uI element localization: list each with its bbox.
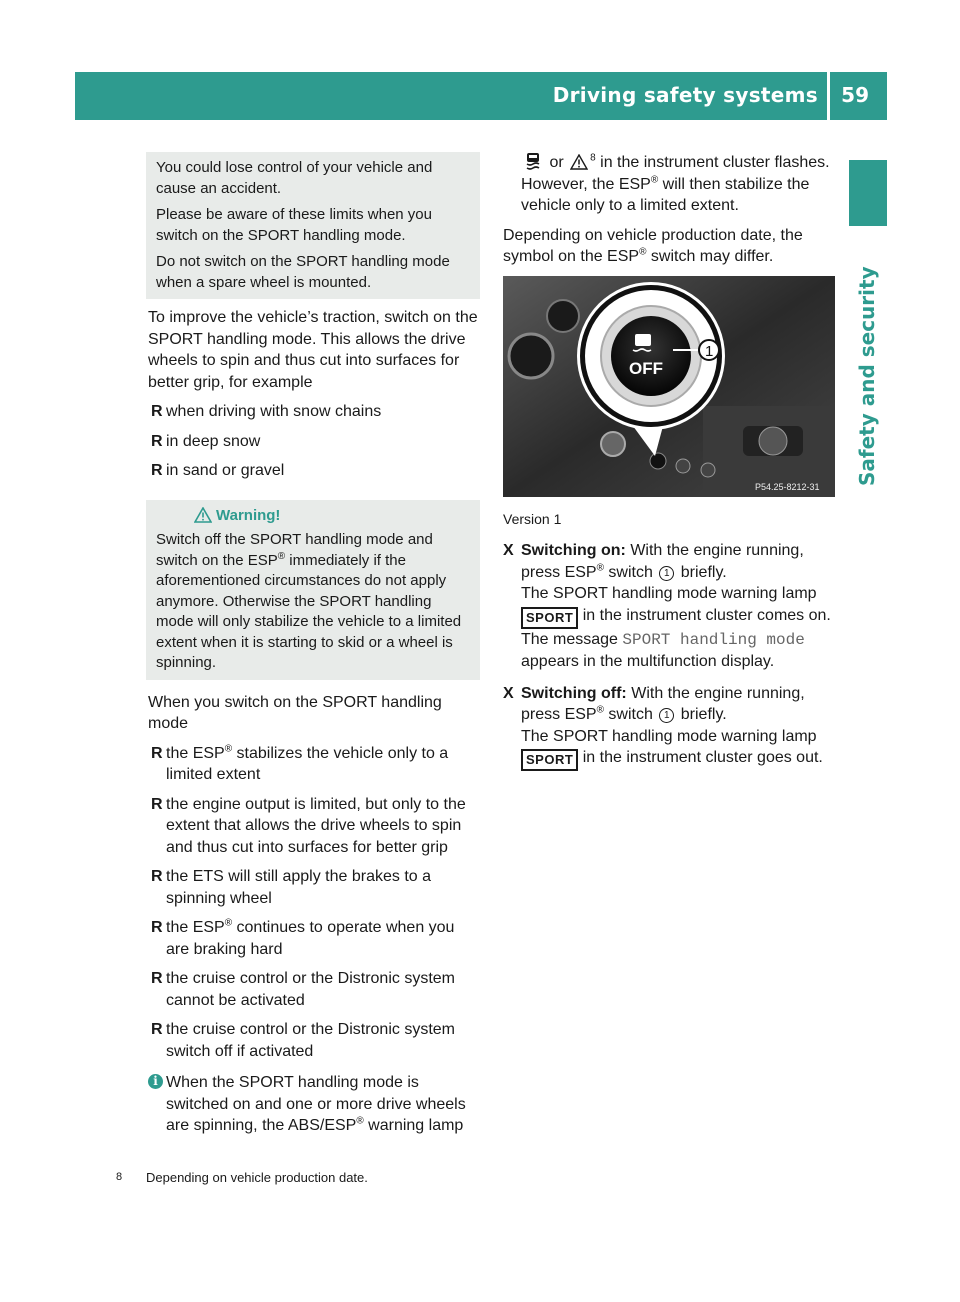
list-item: R the cruise control or the Distronic system switch off if activated (151, 1021, 455, 1060)
traction-list (148, 401, 480, 482)
warning-box (146, 500, 480, 680)
sport-lamp-icon: SPORT (521, 607, 578, 629)
section-title: Driving safety systems (552, 83, 818, 107)
list-item: R the ETS will still apply the brakes to a spinning wheel (151, 868, 432, 907)
warning-text: Please be aware of these limits when you switch on the SPORT handling mode. (156, 206, 432, 244)
display-message: SPORT handling mode (622, 630, 805, 649)
esp-switch-photo (503, 276, 835, 497)
step-switching-on: X Switching on: With the engine running, press ESP® switch 1 briefly. The SPORT handling mode warning lamp SPORT in the instrument cluster comes on. The message SPORT handling mode appears in the multifunction display. (503, 542, 831, 670)
step-switching-off: X Switching off: With the engine running, press ESP® switch 1 briefly. The SPORT handling mode warning lamp SPORT in the instrument cluster goes out. (503, 683, 835, 772)
list-item: R the engine output is limited, but only to the extent that allows the drive wheels to spin and thus cut into surfaces for better grip (151, 795, 466, 856)
sport-mode-list (148, 743, 480, 1063)
warning-text: Do not switch on the SPORT handling mode when a spare wheel is mounted. (156, 253, 450, 291)
button-label: OFF (629, 358, 663, 378)
chapter-tab (849, 160, 887, 226)
callout-1-icon: 1 (659, 708, 674, 723)
warning-triangle-icon (570, 154, 588, 170)
page-number: 59 (841, 83, 869, 107)
list-item: R when driving with snow chains (151, 403, 382, 420)
steps-list (503, 540, 835, 771)
warning-box-continued (146, 152, 480, 299)
list-item: R in deep snow (151, 432, 261, 450)
callout-1-icon: 1 (659, 566, 674, 581)
callout-number: 1 (705, 342, 714, 360)
intro-paragraph: To improve the vehicle’s traction, switch on the SPORT handling mode. This allows the drive wheels to spin and thus cut into surfaces for better grip, for example (148, 309, 478, 391)
chapter-title: Safety and security (855, 266, 879, 486)
sport-mode-paragraph: When you switch on the SPORT handling mode (148, 693, 442, 732)
symbol-paragraph: Depending on vehicle production date, the symbol on the ESP® switch may differ. (503, 226, 803, 265)
warning-text: You could lose control of your vehicle and cause an accident. (156, 159, 433, 197)
info-note: i When the SPORT handling mode is switched on and one or more drive wheels are spinning, the ABS/ESP® warning lamp (148, 1072, 480, 1137)
warning-triangle-icon (194, 507, 212, 523)
warning-heading: Warning! (156, 506, 472, 527)
warning-text: Switch off the SPORT handling mode and switch on the ESP® immediately if the aforementioned circumstances do not apply anymore. Otherwise the SPORT handling mode will only stabilize the vehicle to a limited extent when it is starting to skid or a wheel is spinning. (156, 531, 462, 671)
esp-skid-icon (523, 152, 543, 170)
header-divider (827, 72, 830, 120)
info-icon: i (148, 1074, 163, 1089)
left-column (148, 152, 480, 1137)
list-item: R the cruise control or the Distronic system cannot be activated (151, 970, 455, 1009)
sport-lamp-icon: SPORT (521, 749, 578, 771)
image-caption: Version 1 (503, 510, 562, 527)
page-header (75, 72, 887, 120)
right-column (503, 152, 835, 781)
footnote: 8 Depending on vehicle production date. (116, 1170, 368, 1185)
image-code: P54.25-8212-31 (755, 481, 820, 492)
continued-paragraph: or $^8$ in the instrument cluster flashes. However, the ESP® will then stabilize the vehicle only to a limited extent. (521, 152, 830, 214)
list-item: R the ESP® continues to operate when you are braking hard (151, 917, 455, 958)
list-item: R in sand or gravel (151, 462, 285, 479)
list-item: R the ESP® stabilizes the vehicle only to a limited extent (151, 743, 449, 783)
